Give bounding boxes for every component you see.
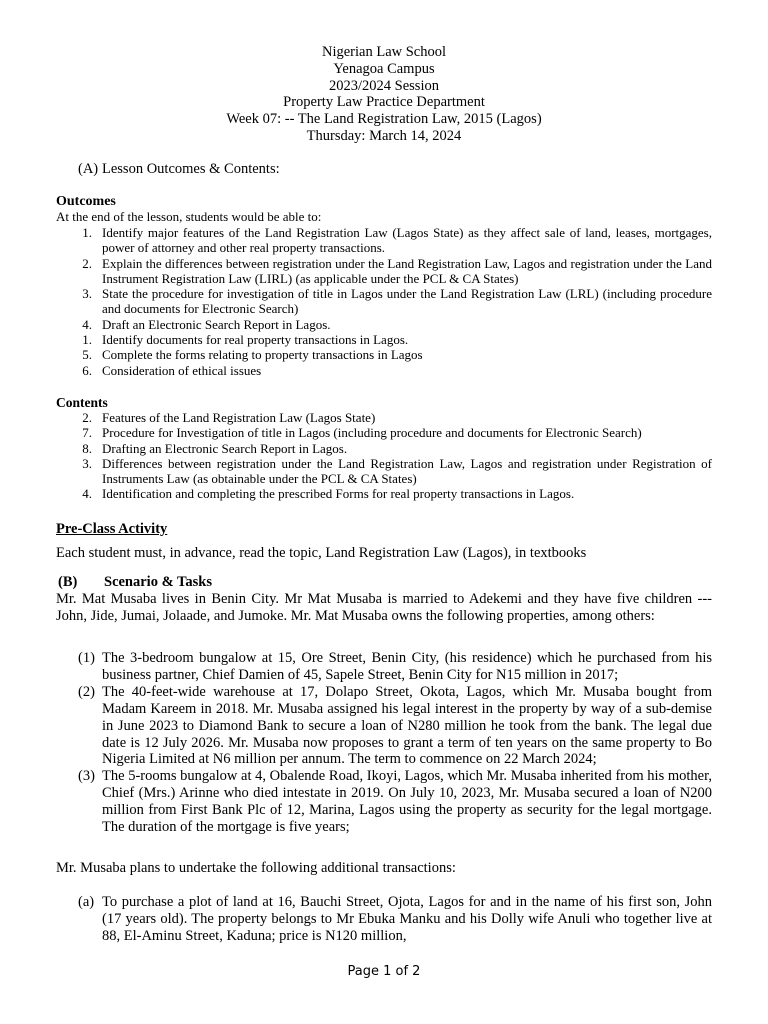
list-item-number: 1.: [82, 225, 92, 240]
page-footer: Page 1 of 2: [347, 964, 421, 979]
list-item: [56, 317, 712, 332]
list-item-text: Drafting an Electronic Search Report in Lagos.: [102, 440, 348, 456]
list-item-text: The 3-bedroom bungalow at 15, Ore Street, Benin City, (his residence) which he purchased from his business partner, Chief Damien of 45, Sapele Street, Benin City for N15 million in 2017;: [102, 650, 712, 683]
list-item: [56, 768, 712, 836]
scenario-title: Scenario & Tasks: [104, 574, 212, 590]
list-item: [56, 650, 712, 684]
list-item: [56, 332, 712, 347]
list-item-text: Explain the differences between registration under the Land Registration Law, Lagos and registration under the Land Instrument Registration Law (LIRL) (as applicable under the PCL & CA States): [102, 255, 712, 286]
header-school: Nigerian Law School: [321, 44, 447, 60]
header-date: Thursday: March 14, 2024: [306, 127, 462, 144]
scenario-number: (B): [58, 574, 78, 590]
properties-list: [56, 650, 712, 836]
header-week: Week 07: -- The Land Registration Law, 2015 (Lagos): [226, 111, 542, 128]
scenario-heading: [56, 574, 212, 591]
list-item: [56, 256, 712, 287]
outcomes-list: [56, 225, 712, 378]
list-item-number: (a): [78, 894, 95, 910]
document-header: [56, 44, 712, 145]
list-item-number: 8.: [82, 440, 92, 456]
header-department: Property Law Practice Department: [283, 94, 485, 111]
list-item-text: Differences between registration under the Land Registration Law, Lagos and registration under Registration of Instruments Law (as obtainable under the PCL & CA States): [102, 455, 712, 487]
list-item-text: Complete the forms relating to property transactions in Lagos: [102, 347, 423, 363]
list-item-number: 3.: [82, 455, 92, 471]
list-item-text: Consideration of ethical issues: [102, 362, 262, 378]
list-item-number: 6.: [82, 362, 92, 378]
list-item-text: Identify documents for real property transactions in Lagos.: [102, 332, 409, 348]
list-item-text: Features of the Land Registration Law (Lagos State): [102, 410, 376, 425]
list-item: [56, 225, 712, 256]
list-item-number: 1.: [82, 332, 92, 348]
list-item: [56, 441, 712, 456]
list-item: [56, 347, 712, 362]
list-item-text: To purchase a plot of land at 16, Bauchi Street, Ojota, Lagos for and in the name of his first son, John (17 years old). The property belongs to Mr Ebuka Manku and his Dolly wife Anuli who together live at 88, El-Aminu Street, Kaduna; price is N120 million,: [102, 894, 712, 944]
list-item-text: State the procedure for investigation of title in Lagos under the Land Registration Law (LRL) (including procedure and documents for Electronic Search): [102, 286, 712, 317]
preclass-text: Each student must, in advance, read the topic, Land Registration Law (Lagos), in textbooks: [56, 545, 587, 561]
list-item-text: The 40-feet-wide warehouse at 17, Dolapo Street, Okota, Lagos, which Mr. Musaba bought from Madam Kareem in 2018. Mr. Musaba assigned his legal interest in the property by way of a sub-demise in June 2023 to Diamond Bank to secure a loan of N280 million he took from the bank. The legal due date is 12 July 2026. Mr. Musaba now proposes to grant a term of ten years on the same property to Bo Nigeria Limited at N6 million per annum. The term to commence on 22 March 2024;: [102, 683, 712, 768]
list-item-number: 5.: [82, 347, 92, 363]
list-item-number: (2): [78, 683, 95, 700]
outcomes-intro: At the end of the lesson, students would be able to:: [56, 209, 322, 224]
list-item: [56, 894, 712, 945]
list-item-number: (3): [78, 768, 95, 785]
contents-list: [56, 410, 712, 502]
list-item-text: Procedure for Investigation of title in Lagos (including procedure and documents for Electronic Search): [102, 425, 642, 441]
list-item-number: (1): [78, 650, 95, 666]
list-item-number: 3.: [82, 286, 92, 302]
outcomes-title: Outcomes: [56, 194, 116, 209]
list-item-number: 2.: [82, 410, 92, 425]
list-item-number: 7.: [82, 425, 92, 441]
lesson-outcomes-label: Lesson Outcomes & Contents:: [102, 161, 280, 177]
list-item-text: The 5-rooms bungalow at 4, Obalende Road, Ikoyi, Lagos, which Mr. Musaba inherited from his mother, Chief (Mrs.) Arinne who died intestate in 2019. On July 10, 2023, Mr. Musaba secured a loan of N200 million from First Bank Plc of 12, Marina, Lagos using the property as security for the legal mortgage. The duration of the mortgage is five years;: [102, 768, 712, 836]
list-item: [56, 286, 712, 317]
list-item-text: Identify major features of the Land Registration Law (Lagos State) as they affect sale of land, leases, mortgages, power of attorney and other real property transactions.: [102, 225, 712, 256]
lesson-outcomes-number: (A): [78, 161, 99, 177]
contents-title: Contents: [56, 395, 108, 410]
list-item: [56, 425, 712, 440]
list-item-number: 2.: [82, 255, 92, 271]
list-item: [56, 456, 712, 487]
lesson-outcomes-heading: [78, 161, 280, 178]
list-item-number: 4.: [82, 316, 92, 332]
header-campus: Yenagoa Campus: [333, 60, 435, 77]
plans-text: Mr. Musaba plans to undertake the following additional transactions:: [56, 860, 456, 876]
list-item: [56, 410, 712, 425]
list-item: [56, 684, 712, 769]
list-item-text: Identification and completing the prescribed Forms for real property transactions in Lagos.: [102, 486, 575, 502]
list-item: [56, 363, 712, 378]
list-item: [56, 486, 712, 501]
list-item-number: 4.: [82, 486, 92, 502]
header-session: 2023/2024 Session: [329, 77, 439, 94]
transactions-list: [56, 894, 712, 945]
preclass-title: Pre-Class Activity: [56, 521, 168, 537]
list-item-text: Draft an Electronic Search Report in Lagos.: [102, 316, 331, 332]
scenario-text: Mr. Mat Musaba lives in Benin City. Mr Mat Musaba is married to Adekemi and they have five children --- John, Jide, Jumai, Jolaade, and Jumoke. Mr. Mat Musaba owns the following properties, among others:: [56, 591, 712, 624]
